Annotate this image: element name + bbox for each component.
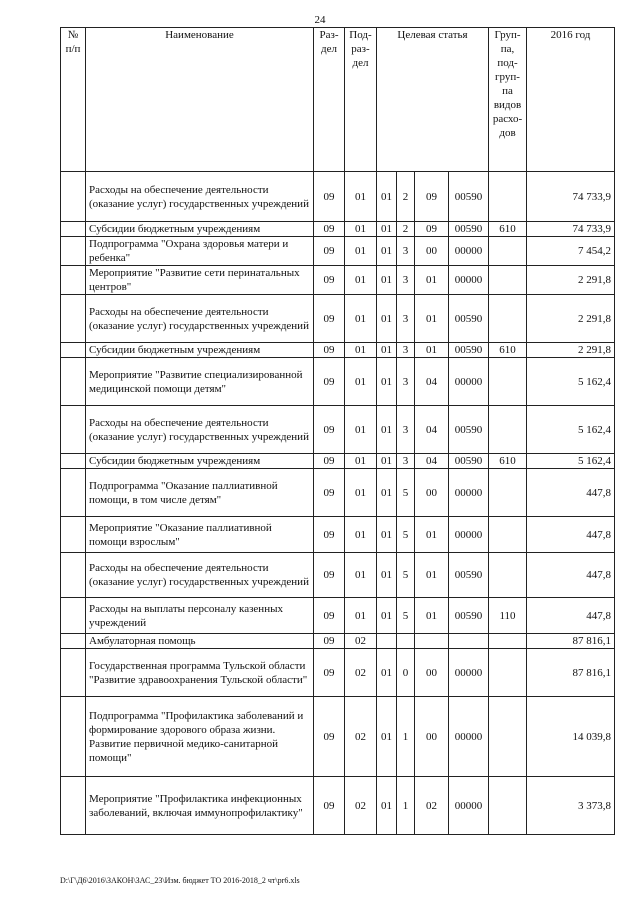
cell-target-direction: 00000 bbox=[449, 697, 489, 777]
cell-name: Расходы на выплаты персоналу казенных учреждений bbox=[86, 598, 314, 634]
cell-expense-group bbox=[489, 649, 527, 697]
cell-amount: 87 816,1 bbox=[527, 634, 615, 649]
cell-target-direction: 00590 bbox=[449, 454, 489, 469]
cell-podrazdel: 01 bbox=[345, 358, 377, 406]
cell-target-direction: 00590 bbox=[449, 553, 489, 598]
cell-amount: 447,8 bbox=[527, 517, 615, 553]
cell-razdel: 09 bbox=[314, 634, 345, 649]
table-row bbox=[61, 358, 615, 406]
cell-name: Субсидии бюджетным учреждениям bbox=[86, 222, 314, 237]
cell-name: Подпрограмма "Охрана здоровья матери и ребенка" bbox=[86, 237, 314, 266]
cell-podrazdel: 01 bbox=[345, 598, 377, 634]
cell-amount: 87 816,1 bbox=[527, 649, 615, 697]
cell-expense-group: 610 bbox=[489, 222, 527, 237]
budget-table bbox=[60, 27, 615, 835]
cell-target-program: 01 bbox=[377, 406, 397, 454]
cell-podrazdel: 01 bbox=[345, 266, 377, 295]
cell-target-event: 01 bbox=[415, 266, 449, 295]
cell-amount: 74 733,9 bbox=[527, 222, 615, 237]
header-target: Целевая статья bbox=[377, 28, 489, 172]
cell-name: Мероприятие "Оказание паллиативной помощи взрослым" bbox=[86, 517, 314, 553]
cell-razdel: 09 bbox=[314, 598, 345, 634]
cell-expense-group bbox=[489, 358, 527, 406]
cell-target-subprogram: 3 bbox=[397, 343, 415, 358]
cell-target-direction: 00590 bbox=[449, 172, 489, 222]
cell-amount: 5 162,4 bbox=[527, 406, 615, 454]
cell-target-program: 01 bbox=[377, 172, 397, 222]
cell-podrazdel: 01 bbox=[345, 237, 377, 266]
cell-amount: 5 162,4 bbox=[527, 454, 615, 469]
table-row bbox=[61, 343, 615, 358]
cell-podrazdel: 01 bbox=[345, 172, 377, 222]
cell-expense-group bbox=[489, 553, 527, 598]
cell-expense-group bbox=[489, 237, 527, 266]
cell-target-program: 01 bbox=[377, 237, 397, 266]
cell-target-direction: 00590 bbox=[449, 406, 489, 454]
cell-target-program: 01 bbox=[377, 598, 397, 634]
cell-amount: 2 291,8 bbox=[527, 295, 615, 343]
cell-target-subprogram: 3 bbox=[397, 454, 415, 469]
cell-target-event: 09 bbox=[415, 172, 449, 222]
table-row bbox=[61, 295, 615, 343]
cell-target-program: 01 bbox=[377, 777, 397, 835]
cell-target-event: 04 bbox=[415, 454, 449, 469]
cell-target-subprogram: 3 bbox=[397, 295, 415, 343]
cell-target-subprogram bbox=[397, 634, 415, 649]
cell-podrazdel: 02 bbox=[345, 697, 377, 777]
cell-target-direction: 00000 bbox=[449, 777, 489, 835]
cell-expense-group: 610 bbox=[489, 454, 527, 469]
cell-target-event: 01 bbox=[415, 553, 449, 598]
cell-name: Субсидии бюджетным учреждениям bbox=[86, 454, 314, 469]
cell-target-event: 04 bbox=[415, 406, 449, 454]
cell-target-direction: 00000 bbox=[449, 266, 489, 295]
cell-num bbox=[61, 237, 86, 266]
cell-name: Расходы на обеспечение деятельности (оказание услуг) государственных учреждений bbox=[86, 406, 314, 454]
cell-target-subprogram: 3 bbox=[397, 237, 415, 266]
cell-target-subprogram: 3 bbox=[397, 358, 415, 406]
cell-target-direction: 00590 bbox=[449, 222, 489, 237]
cell-amount: 2 291,8 bbox=[527, 266, 615, 295]
cell-razdel: 09 bbox=[314, 237, 345, 266]
table-header-row bbox=[61, 28, 615, 172]
cell-target-subprogram: 1 bbox=[397, 697, 415, 777]
cell-num bbox=[61, 697, 86, 777]
cell-name: Мероприятие "Профилактика инфекционных заболеваний, включая иммунопрофилактику" bbox=[86, 777, 314, 835]
cell-target-program: 01 bbox=[377, 649, 397, 697]
table-row bbox=[61, 222, 615, 237]
cell-target-subprogram: 2 bbox=[397, 222, 415, 237]
cell-target-direction: 00000 bbox=[449, 517, 489, 553]
cell-num bbox=[61, 266, 86, 295]
cell-podrazdel: 01 bbox=[345, 343, 377, 358]
header-year: 2016 год bbox=[527, 28, 615, 172]
header-razdel: Раз-дел bbox=[314, 28, 345, 172]
cell-num bbox=[61, 649, 86, 697]
cell-name: Расходы на обеспечение деятельности (оказание услуг) государственных учреждений bbox=[86, 553, 314, 598]
cell-name: Подпрограмма "Оказание паллиативной помощи, в том числе детям" bbox=[86, 469, 314, 517]
cell-podrazdel: 02 bbox=[345, 649, 377, 697]
cell-num bbox=[61, 454, 86, 469]
cell-amount: 14 039,8 bbox=[527, 697, 615, 777]
cell-target-direction: 00590 bbox=[449, 598, 489, 634]
cell-target-event: 01 bbox=[415, 598, 449, 634]
page-number: 24 bbox=[314, 14, 326, 26]
cell-target-event: 01 bbox=[415, 517, 449, 553]
cell-name: Мероприятие "Развитие специализированной медицинской помощи детям" bbox=[86, 358, 314, 406]
cell-target-program: 01 bbox=[377, 358, 397, 406]
cell-target-direction bbox=[449, 634, 489, 649]
cell-razdel: 09 bbox=[314, 649, 345, 697]
cell-name: Субсидии бюджетным учреждениям bbox=[86, 343, 314, 358]
cell-target-program: 01 bbox=[377, 295, 397, 343]
cell-target-event: 01 bbox=[415, 295, 449, 343]
header-podrazdel: Под-раз-дел bbox=[345, 28, 377, 172]
cell-target-direction: 00590 bbox=[449, 343, 489, 358]
cell-amount: 7 454,2 bbox=[527, 237, 615, 266]
cell-target-direction: 00590 bbox=[449, 295, 489, 343]
cell-podrazdel: 01 bbox=[345, 517, 377, 553]
cell-num bbox=[61, 777, 86, 835]
cell-razdel: 09 bbox=[314, 777, 345, 835]
table-row bbox=[61, 454, 615, 469]
cell-razdel: 09 bbox=[314, 222, 345, 237]
cell-expense-group bbox=[489, 697, 527, 777]
cell-target-event: 01 bbox=[415, 343, 449, 358]
header-name: Наименование bbox=[86, 28, 314, 172]
cell-expense-group: 110 bbox=[489, 598, 527, 634]
cell-target-event: 00 bbox=[415, 469, 449, 517]
table-row bbox=[61, 469, 615, 517]
cell-num bbox=[61, 222, 86, 237]
cell-target-event: 00 bbox=[415, 649, 449, 697]
header-group: Груп-па, под-груп-па видов расхо-дов bbox=[489, 28, 527, 172]
cell-podrazdel: 02 bbox=[345, 777, 377, 835]
cell-target-program: 01 bbox=[377, 553, 397, 598]
cell-podrazdel: 01 bbox=[345, 295, 377, 343]
cell-target-subprogram: 0 bbox=[397, 649, 415, 697]
cell-num bbox=[61, 469, 86, 517]
cell-target-program bbox=[377, 634, 397, 649]
cell-amount: 2 291,8 bbox=[527, 343, 615, 358]
cell-target-subprogram: 3 bbox=[397, 406, 415, 454]
table-row bbox=[61, 406, 615, 454]
cell-razdel: 09 bbox=[314, 454, 345, 469]
cell-target-event: 02 bbox=[415, 777, 449, 835]
cell-expense-group bbox=[489, 634, 527, 649]
cell-podrazdel: 01 bbox=[345, 406, 377, 454]
cell-target-program: 01 bbox=[377, 517, 397, 553]
cell-expense-group bbox=[489, 777, 527, 835]
cell-num bbox=[61, 598, 86, 634]
cell-target-program: 01 bbox=[377, 469, 397, 517]
cell-name: Амбулаторная помощь bbox=[86, 634, 314, 649]
cell-expense-group bbox=[489, 517, 527, 553]
cell-target-program: 01 bbox=[377, 343, 397, 358]
cell-razdel: 09 bbox=[314, 358, 345, 406]
cell-num bbox=[61, 517, 86, 553]
cell-razdel: 09 bbox=[314, 406, 345, 454]
cell-target-subprogram: 1 bbox=[397, 777, 415, 835]
table-row bbox=[61, 598, 615, 634]
cell-target-program: 01 bbox=[377, 454, 397, 469]
cell-target-event: 04 bbox=[415, 358, 449, 406]
table-row bbox=[61, 517, 615, 553]
cell-expense-group bbox=[489, 295, 527, 343]
cell-razdel: 09 bbox=[314, 266, 345, 295]
cell-target-program: 01 bbox=[377, 266, 397, 295]
cell-target-direction: 00000 bbox=[449, 237, 489, 266]
cell-name: Подпрограмма "Профилактика заболеваний и формирование здорового образа жизни. Развитие первичной медико-санитарной помощи" bbox=[86, 697, 314, 777]
cell-razdel: 09 bbox=[314, 343, 345, 358]
cell-num bbox=[61, 358, 86, 406]
cell-expense-group bbox=[489, 406, 527, 454]
cell-podrazdel: 02 bbox=[345, 634, 377, 649]
cell-target-direction: 00000 bbox=[449, 649, 489, 697]
cell-num bbox=[61, 553, 86, 598]
cell-num bbox=[61, 343, 86, 358]
cell-target-subprogram: 5 bbox=[397, 598, 415, 634]
cell-amount: 74 733,9 bbox=[527, 172, 615, 222]
table-row bbox=[61, 266, 615, 295]
cell-target-event bbox=[415, 634, 449, 649]
cell-target-event: 00 bbox=[415, 237, 449, 266]
table-row bbox=[61, 172, 615, 222]
cell-target-subprogram: 5 bbox=[397, 517, 415, 553]
cell-name: Государственная программа Тульской области "Развитие здравоохранения Тульской области" bbox=[86, 649, 314, 697]
cell-target-direction: 00000 bbox=[449, 469, 489, 517]
cell-target-program: 01 bbox=[377, 697, 397, 777]
cell-num bbox=[61, 406, 86, 454]
footer-file-path: D:\Г\Д6\2016\ЗАКОН\ЗАС_23\Изм. бюджет ТО 2016-2018_2 чт\pr6.xls bbox=[60, 876, 300, 885]
cell-expense-group bbox=[489, 266, 527, 295]
cell-target-subprogram: 5 bbox=[397, 469, 415, 517]
cell-num bbox=[61, 295, 86, 343]
cell-target-subprogram: 2 bbox=[397, 172, 415, 222]
cell-expense-group bbox=[489, 172, 527, 222]
cell-target-subprogram: 3 bbox=[397, 266, 415, 295]
cell-razdel: 09 bbox=[314, 469, 345, 517]
cell-amount: 5 162,4 bbox=[527, 358, 615, 406]
cell-name: Расходы на обеспечение деятельности (оказание услуг) государственных учреждений bbox=[86, 295, 314, 343]
cell-amount: 447,8 bbox=[527, 553, 615, 598]
cell-num bbox=[61, 634, 86, 649]
cell-expense-group bbox=[489, 469, 527, 517]
table-row bbox=[61, 634, 615, 649]
cell-name: Расходы на обеспечение деятельности (оказание услуг) государственных учреждений bbox=[86, 172, 314, 222]
cell-razdel: 09 bbox=[314, 697, 345, 777]
cell-target-event: 09 bbox=[415, 222, 449, 237]
cell-podrazdel: 01 bbox=[345, 469, 377, 517]
cell-razdel: 09 bbox=[314, 553, 345, 598]
cell-amount: 3 373,8 bbox=[527, 777, 615, 835]
table-row bbox=[61, 649, 615, 697]
cell-podrazdel: 01 bbox=[345, 553, 377, 598]
cell-expense-group: 610 bbox=[489, 343, 527, 358]
header-num: № п/п bbox=[61, 28, 86, 172]
table-row bbox=[61, 777, 615, 835]
cell-podrazdel: 01 bbox=[345, 454, 377, 469]
table-row bbox=[61, 237, 615, 266]
cell-name: Мероприятие "Развитие сети перинатальных центров" bbox=[86, 266, 314, 295]
cell-razdel: 09 bbox=[314, 295, 345, 343]
cell-amount: 447,8 bbox=[527, 469, 615, 517]
table-row bbox=[61, 697, 615, 777]
cell-target-direction: 00000 bbox=[449, 358, 489, 406]
cell-razdel: 09 bbox=[314, 172, 345, 222]
cell-target-event: 00 bbox=[415, 697, 449, 777]
table-row bbox=[61, 553, 615, 598]
cell-amount: 447,8 bbox=[527, 598, 615, 634]
cell-target-subprogram: 5 bbox=[397, 553, 415, 598]
cell-target-program: 01 bbox=[377, 222, 397, 237]
cell-num bbox=[61, 172, 86, 222]
cell-podrazdel: 01 bbox=[345, 222, 377, 237]
cell-razdel: 09 bbox=[314, 517, 345, 553]
